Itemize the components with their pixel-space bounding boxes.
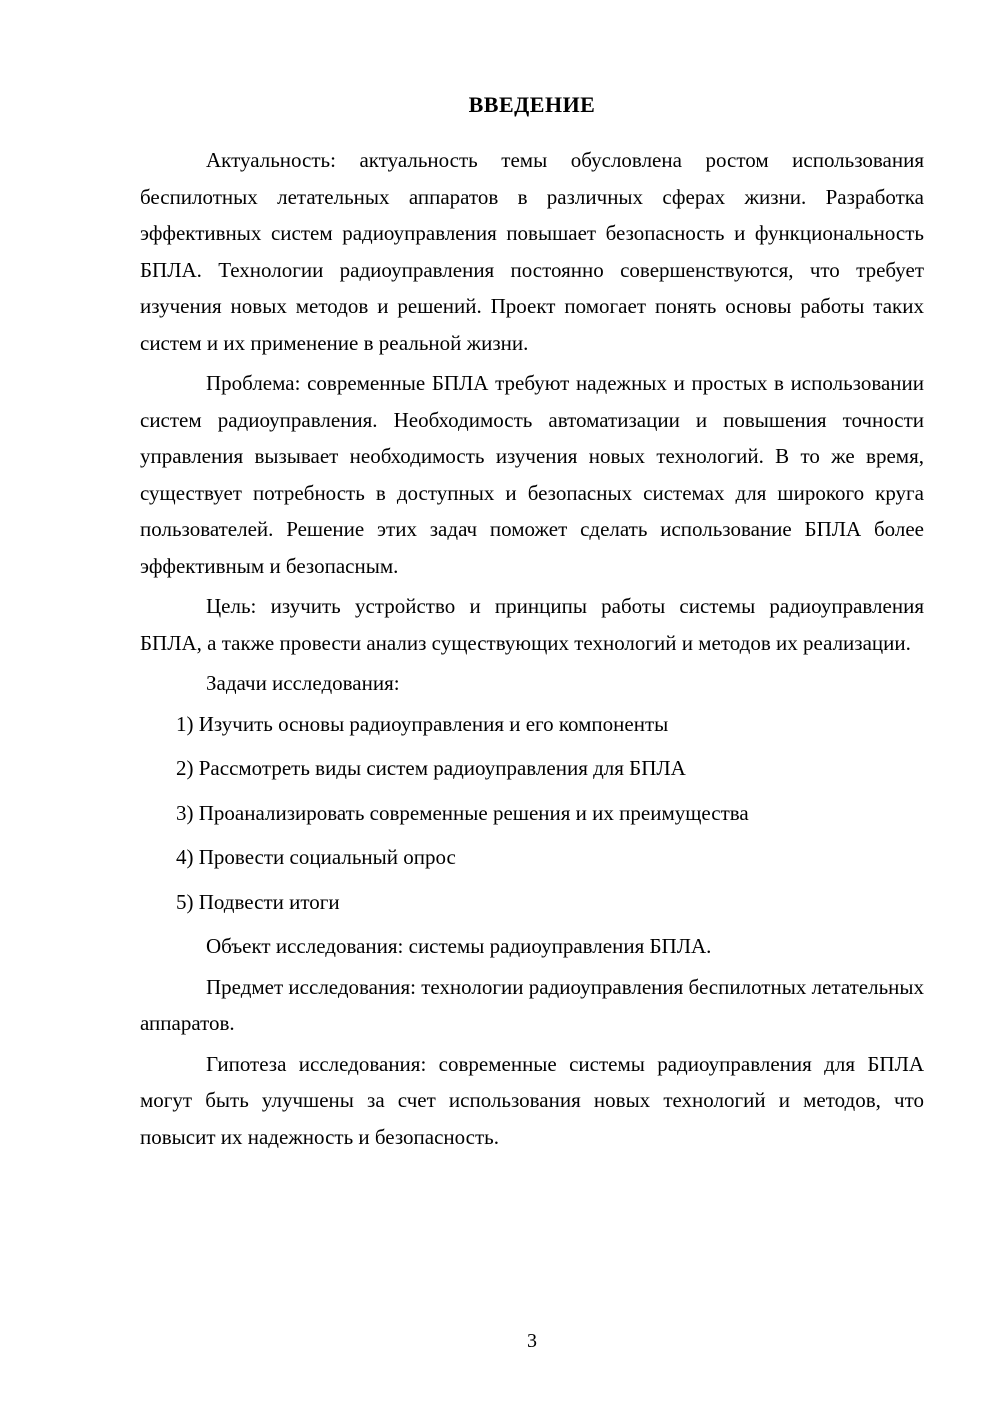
paragraph-subject: Предмет исследования: технологии радиоуправления беспилотных летательных аппаратов. xyxy=(140,974,924,1035)
paragraph-problem: Проблема: современные БПЛА требуют надежных и простых в использовании систем радиоуправления. Необходимость автоматизации и повышения точности управления вызывает необходимость изучения новых технологий. В то же время, существует потребность в доступных и безопасных системах для широкого круга пользователей. Решение этих задач поможет сделать использование БПЛА более эффективным и безопасным. xyxy=(140,371,924,578)
list-item-3: 3) Проанализировать современные решения и их преимущества xyxy=(176,800,749,825)
tasks-list xyxy=(140,706,924,921)
list-item-1: 1) Изучить основы радиоуправления и его компоненты xyxy=(176,711,669,736)
tasks-heading: Задачи исследования: xyxy=(206,671,400,695)
paragraph-goal: Цель: изучить устройство и принципы работы системы радиоуправления БПЛА, а также провести анализ существующих технологий и методов их реализации. xyxy=(140,594,924,655)
paragraph-object: Объект исследования: системы радиоуправления БПЛА. xyxy=(206,934,712,958)
paragraph-actuality: Актуальность: актуальность темы обусловлена ростом использования беспилотных летательных аппаратов в различных сферах жизни. Разработка эффективных систем радиоуправления повышает безопасность и функциональность БПЛА. Технологии радиоуправления постоянно совершенствуются, что требует изучения новых методов и решений. Проект помогает понять основы работы таких систем и их применение в реальной жизни. xyxy=(140,148,924,355)
list-item-5: 5) Подвести итоги xyxy=(176,889,340,914)
page-number: 3 xyxy=(527,1330,537,1352)
page-title: ВВЕДЕНИЕ xyxy=(468,92,596,117)
paragraph-hypothesis: Гипотеза исследования: современные системы радиоуправления для БПЛА могут быть улучшены за счет использования новых технологий и методов, что повысит их надежность и безопасность. xyxy=(140,1051,924,1149)
list-item-2: 2) Рассмотреть виды систем радиоуправления для БПЛА xyxy=(176,756,686,780)
list-item-4: 4) Провести социальный опрос xyxy=(176,845,456,869)
